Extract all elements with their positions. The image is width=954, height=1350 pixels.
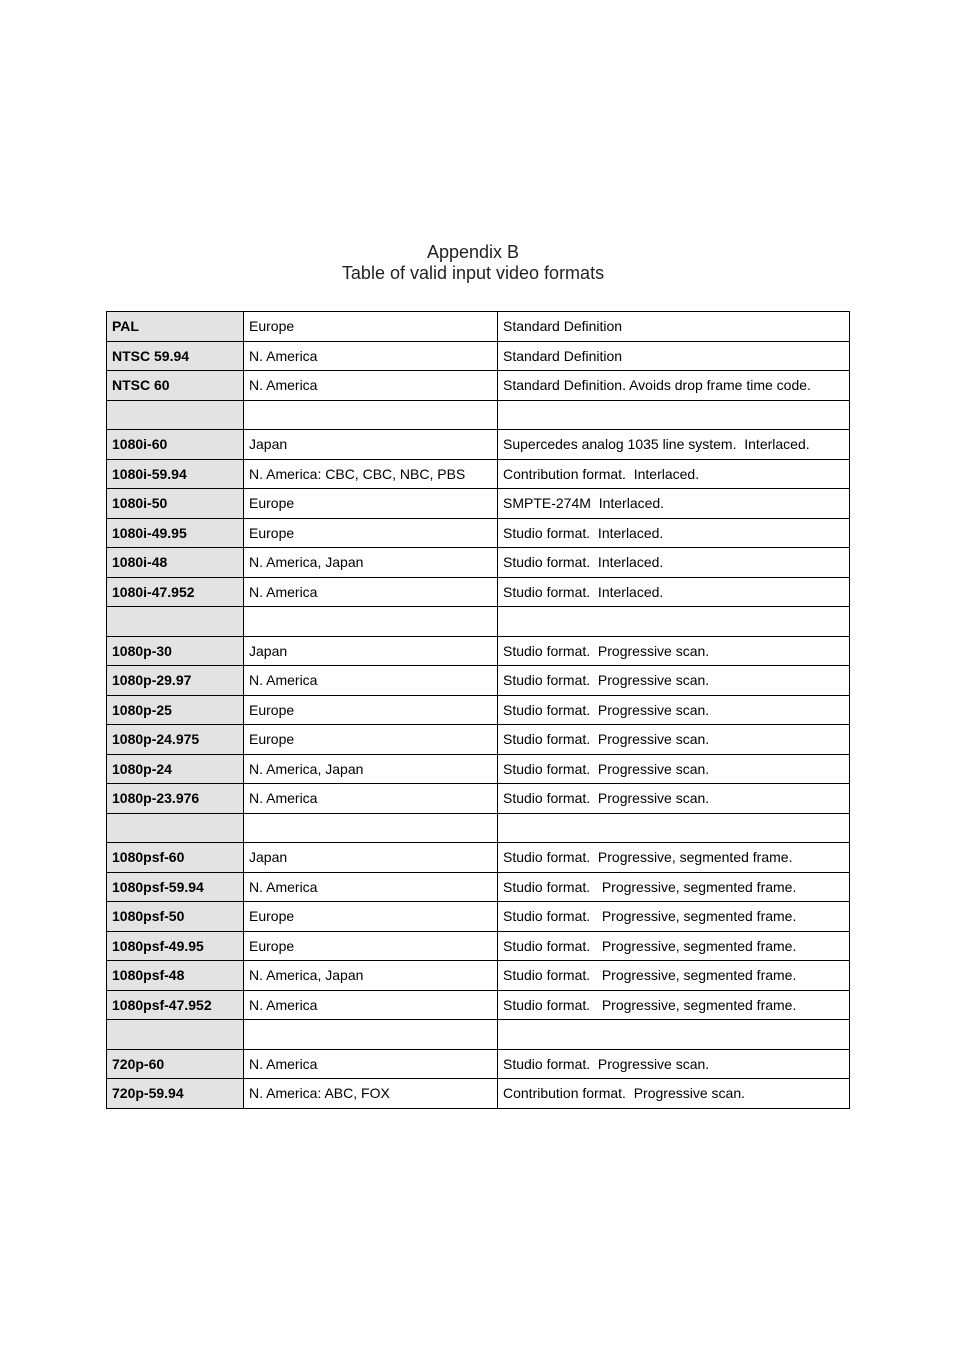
region-cell: N. America (244, 577, 498, 607)
page-title: Appendix B (426, 242, 520, 262)
table-row (107, 577, 850, 607)
notes-cell: Studio format. Progressive, segmented frame. (498, 872, 850, 902)
table-row (107, 459, 850, 489)
table-row (107, 312, 850, 342)
spacer-row (107, 400, 850, 430)
format-cell: 1080psf-59.94 (107, 872, 244, 902)
table-row (107, 518, 850, 548)
format-cell: 1080i-60 (107, 430, 244, 460)
notes-cell: Contribution format. Progressive scan. (498, 1079, 850, 1109)
notes-cell: Standard Definition (498, 341, 850, 371)
region-cell: Europe (244, 902, 498, 932)
notes-cell: Supercedes analog 1035 line system. Interlaced. (498, 430, 850, 460)
table-row (107, 990, 850, 1020)
table-row (107, 666, 850, 696)
region-cell: N. America: CBC, CBC, NBC, PBS (244, 459, 498, 489)
table-row (107, 371, 850, 401)
table-row (107, 341, 850, 371)
table-row (107, 872, 850, 902)
region-cell (244, 400, 498, 430)
format-cell: 1080psf-50 (107, 902, 244, 932)
region-cell: N. America (244, 1049, 498, 1079)
notes-cell: Studio format. Progressive scan. (498, 636, 850, 666)
video-formats-table-body (107, 312, 850, 1109)
notes-cell (498, 607, 850, 637)
format-cell: PAL (107, 312, 244, 342)
format-cell: 1080psf-49.95 (107, 931, 244, 961)
format-cell: 1080p-24.975 (107, 725, 244, 755)
notes-cell: Studio format. Progressive scan. (498, 725, 850, 755)
notes-cell: Contribution format. Interlaced. (498, 459, 850, 489)
table-row (107, 843, 850, 873)
page-subtitle: Table of valid input video formats (341, 263, 605, 283)
notes-cell: Studio format. Progressive scan. (498, 784, 850, 814)
region-cell: Japan (244, 843, 498, 873)
notes-cell: Studio format. Interlaced. (498, 577, 850, 607)
region-cell: N. America, Japan (244, 548, 498, 578)
region-cell (244, 1020, 498, 1050)
format-cell: 1080p-23.976 (107, 784, 244, 814)
spacer-row (107, 1020, 850, 1050)
region-cell: N. America (244, 341, 498, 371)
format-cell: 1080p-30 (107, 636, 244, 666)
table-row (107, 1049, 850, 1079)
table-row (107, 1079, 850, 1109)
format-cell: NTSC 59.94 (107, 341, 244, 371)
format-cell: 1080psf-48 (107, 961, 244, 991)
format-cell (107, 607, 244, 637)
region-cell: N. America (244, 371, 498, 401)
notes-cell: SMPTE-274M Interlaced. (498, 489, 850, 519)
region-cell: Japan (244, 636, 498, 666)
format-cell: 1080p-24 (107, 754, 244, 784)
notes-cell: Studio format. Interlaced. (498, 548, 850, 578)
notes-cell (498, 400, 850, 430)
region-cell: N. America (244, 784, 498, 814)
format-cell: 1080i-47.952 (107, 577, 244, 607)
region-cell: Europe (244, 725, 498, 755)
notes-cell: Studio format. Progressive, segmented frame. (498, 902, 850, 932)
notes-cell: Studio format. Progressive, segmented frame. (498, 931, 850, 961)
title-block (0, 242, 946, 284)
region-cell: Europe (244, 695, 498, 725)
format-cell: 1080i-50 (107, 489, 244, 519)
notes-cell: Studio format. Progressive scan. (498, 754, 850, 784)
region-cell: N. America (244, 666, 498, 696)
format-cell (107, 1020, 244, 1050)
region-cell: N. America: ABC, FOX (244, 1079, 498, 1109)
format-cell: 720p-60 (107, 1049, 244, 1079)
notes-cell: Studio format. Interlaced. (498, 518, 850, 548)
region-cell: N. America, Japan (244, 961, 498, 991)
region-cell: N. America, Japan (244, 754, 498, 784)
format-cell (107, 400, 244, 430)
format-cell: 1080psf-60 (107, 843, 244, 873)
table-row (107, 754, 850, 784)
format-cell: 1080psf-47.952 (107, 990, 244, 1020)
table-row (107, 430, 850, 460)
notes-cell: Studio format. Progressive, segmented frame. (498, 990, 850, 1020)
format-cell: 1080i-59.94 (107, 459, 244, 489)
notes-cell: Studio format. Progressive scan. (498, 666, 850, 696)
notes-cell (498, 813, 850, 843)
format-cell: 1080p-29.97 (107, 666, 244, 696)
region-cell (244, 813, 498, 843)
format-cell (107, 813, 244, 843)
table-row (107, 489, 850, 519)
notes-cell: Studio format. Progressive, segmented frame. (498, 961, 850, 991)
table-row (107, 725, 850, 755)
table-row (107, 784, 850, 814)
notes-cell (498, 1020, 850, 1050)
region-cell: N. America (244, 990, 498, 1020)
format-cell: NTSC 60 (107, 371, 244, 401)
region-cell: Europe (244, 489, 498, 519)
format-cell: 1080p-25 (107, 695, 244, 725)
table-row (107, 636, 850, 666)
table-row (107, 695, 850, 725)
video-formats-table (106, 311, 850, 1109)
notes-cell: Standard Definition. Avoids drop frame time code. (498, 371, 850, 401)
region-cell: Europe (244, 518, 498, 548)
spacer-row (107, 607, 850, 637)
region-cell (244, 607, 498, 637)
region-cell: Japan (244, 430, 498, 460)
spacer-row (107, 813, 850, 843)
notes-cell: Studio format. Progressive scan. (498, 695, 850, 725)
format-cell: 1080i-49.95 (107, 518, 244, 548)
region-cell: Europe (244, 312, 498, 342)
notes-cell: Standard Definition (498, 312, 850, 342)
region-cell: N. America (244, 872, 498, 902)
table-row (107, 961, 850, 991)
region-cell: Europe (244, 931, 498, 961)
table-row (107, 548, 850, 578)
notes-cell: Studio format. Progressive, segmented frame. (498, 843, 850, 873)
table-row (107, 931, 850, 961)
format-cell: 720p-59.94 (107, 1079, 244, 1109)
format-cell: 1080i-48 (107, 548, 244, 578)
table-row (107, 902, 850, 932)
notes-cell: Studio format. Progressive scan. (498, 1049, 850, 1079)
